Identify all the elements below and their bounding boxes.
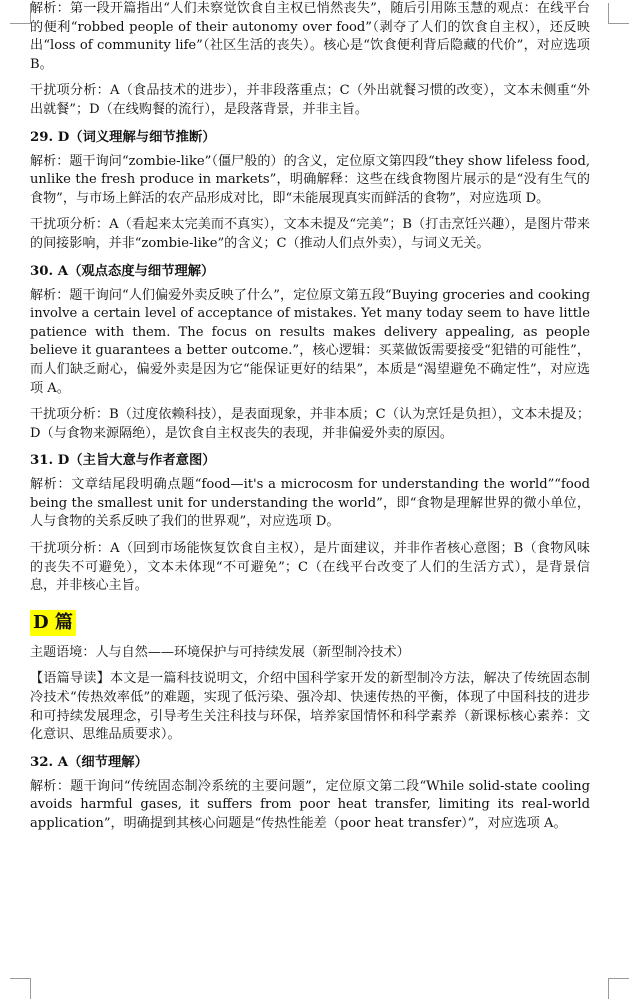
analysis-paragraph: 解析：第一段开篇指出“人们未察觉饮食自主权已悄然丧失”，随后引用陈玉慧的观点：在线平台的便利“robbed people of their autonomy over food”（剥夺了人们的饮食自主权），还反映出“loss of community life”（社区生活的丧失）。核心是“饮食便利背后隐藏的代价”，对应选项 B。 (30, 1, 590, 72)
crop-mark-top-right (608, 3, 629, 24)
passage-guide: 【语篇导读】本文是一篇科技说明文，介绍中国科学家开发的新型制冷方法，解决了传统固态制冷技术“传热效率低”的难题，实现了低污染、强冷却、快速传热的平衡，体现了中国科技的进步和可持续发展理念，引导考生关注科技与环保，培养家国情怀和科学素养（新课标核心素养：文化意识、思维品质要求）。 (30, 671, 590, 743)
analysis-paragraph: 解析：题干询问“传统固态制冷系统的主要问题”，定位原文第二段“While solid-state cooling avoids harmful gases, it suffers from poor heat transfer, limiting its real-world application”，明确提到其核心问题是“传热性能差（poor heat transfer）”，对应选项 A。 (30, 778, 590, 831)
section-heading-d (30, 610, 590, 636)
crop-mark-bottom-left (10, 978, 31, 999)
question-heading-32: 32. A（细节理解） (30, 754, 148, 770)
question-heading-29: 29. D（词义理解与细节推断） (30, 129, 216, 145)
analysis-paragraph: 解析：文章结尾段明确点题“food—it's a microcosm for understanding the world”“food being the smallest unit for understanding the world”，即“食物是理解世界的微小单位，人与食物的关系反映了我们的世界观”，对应选项 D。 (30, 477, 590, 530)
question-heading-30: 30. A（观点态度与细节理解） (30, 263, 215, 279)
analysis-paragraph: 解析：题干询问“zombie-like”（僵尸般的）的含义，定位原文第四段“they show lifeless food, unlike the fresh produce in markets”，明确解释：这些在线食物图片展示的是“没有生气的食物”，与市场上鲜活的农产品形成对比，即“未能展现真实而鲜活的食物”，对应选项 D。 (30, 153, 590, 206)
theme-context: 主题语境：人与自然——环境保护与可持续发展（新型制冷技术） (30, 644, 410, 660)
crop-mark-top-left (10, 3, 31, 24)
distractor-analysis: 干扰项分析：A（看起来太完美而不真实），文本未提及“完美”；B（打击烹饪兴趣），是图片带来的间接影响，并非“zombie-like”的含义；C（推动人们点外卖），与词义无关。 (30, 217, 590, 251)
analysis-paragraph: 解析：题干询问“人们偏爱外卖反映了什么”，定位原文第五段“Buying groceries and cooking involve a certain level of acceptance of mistakes. Yet many today seem to have little patience with them. The focus on results makes delivery appealing, as people believe it guarantees a better outcome.”，核心逻辑：买菜做饭需要接受“犯错的可能性”，而人们缺乏耐心，偏爱外卖是因为它“能保证更好的结果”，本质是“渴望避免不确定性”，对应选项 A。 (30, 287, 590, 396)
section-heading-label: D 篇 (30, 610, 76, 636)
crop-mark-bottom-right (608, 978, 629, 999)
distractor-analysis: 干扰项分析：A（回到市场能恢复饮食自主权），是片面建议，并非作者核心意图；B（食物风味的丧失不可避免），文本未体现“不可避免”；C（在线平台改变了人们的生活方式），是背景信息，并非核心主旨。 (30, 541, 590, 594)
question-heading-31: 31. D（主旨大意与作者意图） (30, 453, 216, 469)
document-page (30, 0, 590, 842)
distractor-analysis: 干扰项分析：B（过度依赖科技），是表面现象，并非本质；C（认为烹饪是负担），文本未提及；D（与食物来源隔绝），是饮食自主权丧失的表现，并非偏爱外卖的原因。 (30, 407, 590, 441)
distractor-analysis: 干扰项分析：A（食品技术的进步），并非段落重点；C（外出就餐习惯的改变），文本未侧重“外出就餐”；D（在线购餐的流行），是段落背景，并非主旨。 (30, 83, 590, 117)
